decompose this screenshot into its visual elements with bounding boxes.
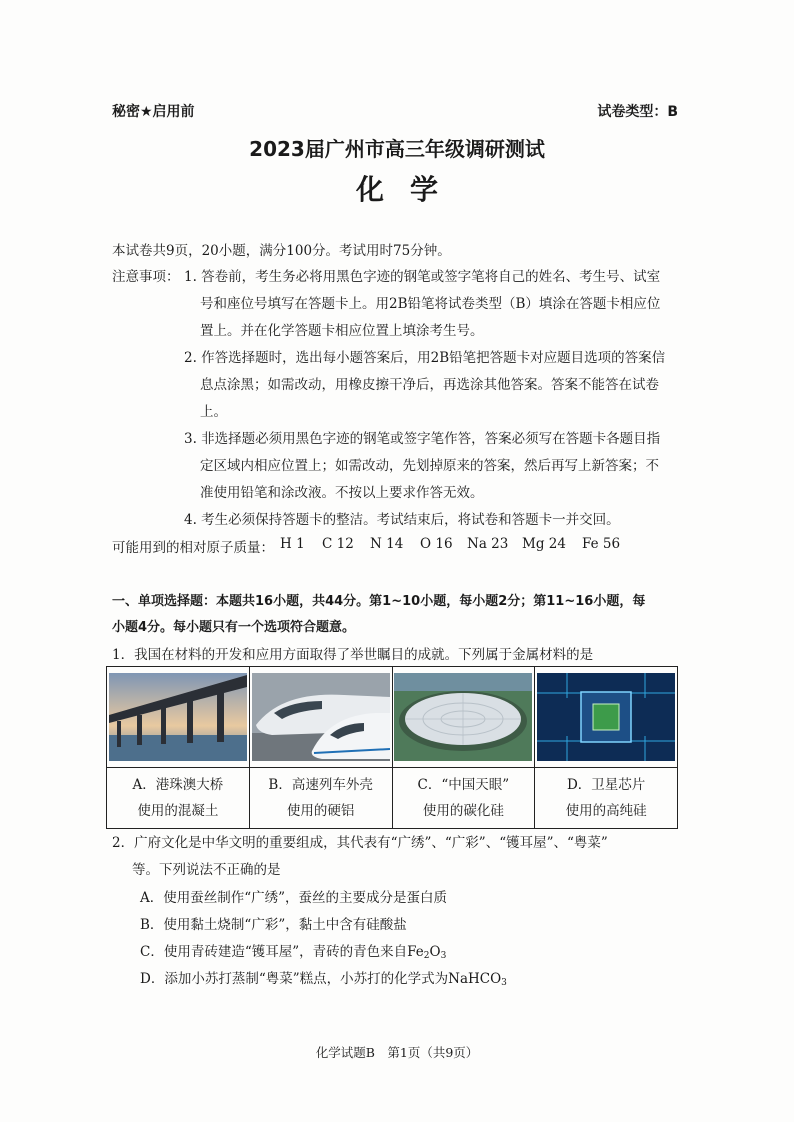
notice-line: 置上。并在化学答题卡相应位置上填涂考生号。 bbox=[200, 323, 484, 339]
atomic-mass-item: Fe 56 bbox=[582, 536, 621, 552]
atomic-mass-item: N 14 bbox=[370, 536, 404, 552]
option-a-image-cell bbox=[107, 667, 250, 768]
atomic-mass-item: O 16 bbox=[420, 536, 453, 552]
atomic-mass-item: Mg 24 bbox=[522, 536, 566, 552]
question-2-option-c: C．使用青砖建造“镬耳屋”，青砖的青色来自$Fe_2O_3$ bbox=[140, 944, 447, 961]
option-d-material: 使用的高纯硅 bbox=[565, 803, 647, 819]
option-c-image-cell bbox=[392, 667, 535, 768]
option-c-label: C．“中国天眼” bbox=[417, 777, 510, 793]
atomic-mass-item: H 1 bbox=[280, 536, 305, 552]
option-c-material: 使用的碳化硅 bbox=[422, 803, 504, 819]
notice-line: 息点涂黑；如需改动，用橡皮擦干净后，再选涂其他答案。答案不能答在试卷 bbox=[200, 377, 659, 393]
question-2-option-b: B．使用黏土烧制“广彩”，黏土中含有硅酸盐 bbox=[140, 917, 407, 933]
subject-title: 化学 bbox=[355, 173, 464, 206]
option-d-image-cell bbox=[535, 667, 678, 768]
chip-image bbox=[537, 673, 675, 761]
option-a-label: A．港珠澳大桥 bbox=[132, 777, 224, 793]
section-heading: 一、单项选择题：本题共16小题，共44分。第1~10小题，每小题2分；第11~16小题，每 bbox=[112, 594, 646, 609]
question-1-stem: 1．我国在材料的开发和应用方面取得了举世瞩目的成就。下列属于金属材料的是 bbox=[112, 647, 594, 663]
question-2-stem: 等。下列说法不正确的是 bbox=[132, 862, 281, 878]
intro-text: 本试卷共9页，20小题，满分100分。考试用时75分钟。 bbox=[112, 243, 451, 259]
bridge-image bbox=[109, 673, 247, 761]
option-d-caption bbox=[535, 768, 678, 829]
exam-title: 2023届广州市高三年级调研测试 bbox=[249, 137, 545, 161]
atomic-mass-item: C 12 bbox=[322, 536, 354, 552]
notice-line: 1. 答卷前，考生务必将用黑色字迹的钢笔或签字笔将自己的姓名、考生号、试室 bbox=[184, 269, 661, 285]
atomic-mass-label: 可能用到的相对原子质量： bbox=[112, 540, 274, 556]
option-b-image-cell bbox=[249, 667, 392, 768]
option-a-caption bbox=[107, 768, 250, 829]
atomic-mass-item: Na 23 bbox=[467, 536, 509, 552]
section-heading: 小题4分。每小题只有一个选项符合题意。 bbox=[112, 620, 356, 635]
option-d-label: D．卫星芯片 bbox=[566, 777, 646, 793]
page-footer: 化学试题B 第1页（共9页） bbox=[315, 1045, 479, 1060]
notice-line: 上。 bbox=[200, 404, 227, 420]
confidential-mark: 秘密★启用前 bbox=[112, 104, 195, 120]
notice-line: 准使用铅笔和涂改液。不按以上要求作答无效。 bbox=[200, 485, 484, 501]
notice-line: 号和座位号填写在答题卡上。用2B铅笔将试卷类型（B）填涂在答题卡相应位 bbox=[200, 296, 661, 312]
notice-line: 4. 考生必须保持答题卡的整洁。考试结束后，将试卷和答题卡一并交回。 bbox=[184, 512, 620, 528]
option-c-caption bbox=[392, 768, 535, 829]
high-speed-train-image bbox=[252, 673, 390, 761]
notice-line: 3. 非选择题必须用黑色字迹的钢笔或签字笔作答，答案必须写在答题卡各题目指 bbox=[184, 431, 661, 447]
notice-line: 定区域内相应位置上；如需改动，先划掉原来的答案，然后再写上新答案；不 bbox=[200, 458, 659, 474]
option-b-material: 使用的硬铝 bbox=[286, 803, 355, 819]
notice-line: 2. 作答选择题时，选出每小题答案后，用2B铅笔把答题卡对应题目选项的答案信 bbox=[184, 350, 666, 366]
question-2-option-d: D．添加小苏打蒸制“粤菜”糕点，小苏打的化学式为NaHCO$_3$ bbox=[140, 971, 507, 988]
question-2-stem: 2．广府文化是中华文明的重要组成，其代表有“广绣”、“广彩”、“镬耳屋”、“粤菜” bbox=[112, 835, 608, 851]
paper-type: 试卷类型：B bbox=[597, 104, 678, 120]
notice-label: 注意事项： bbox=[112, 269, 180, 285]
option-b-caption bbox=[249, 768, 392, 829]
fast-telescope-image bbox=[394, 673, 532, 761]
question-1-options-table bbox=[106, 666, 678, 829]
option-b-label: B．高速列车外壳 bbox=[268, 777, 373, 793]
question-2-option-a: A．使用蚕丝制作“广绣”，蚕丝的主要成分是蛋白质 bbox=[140, 890, 448, 906]
option-a-material: 使用的混凝土 bbox=[137, 803, 219, 819]
